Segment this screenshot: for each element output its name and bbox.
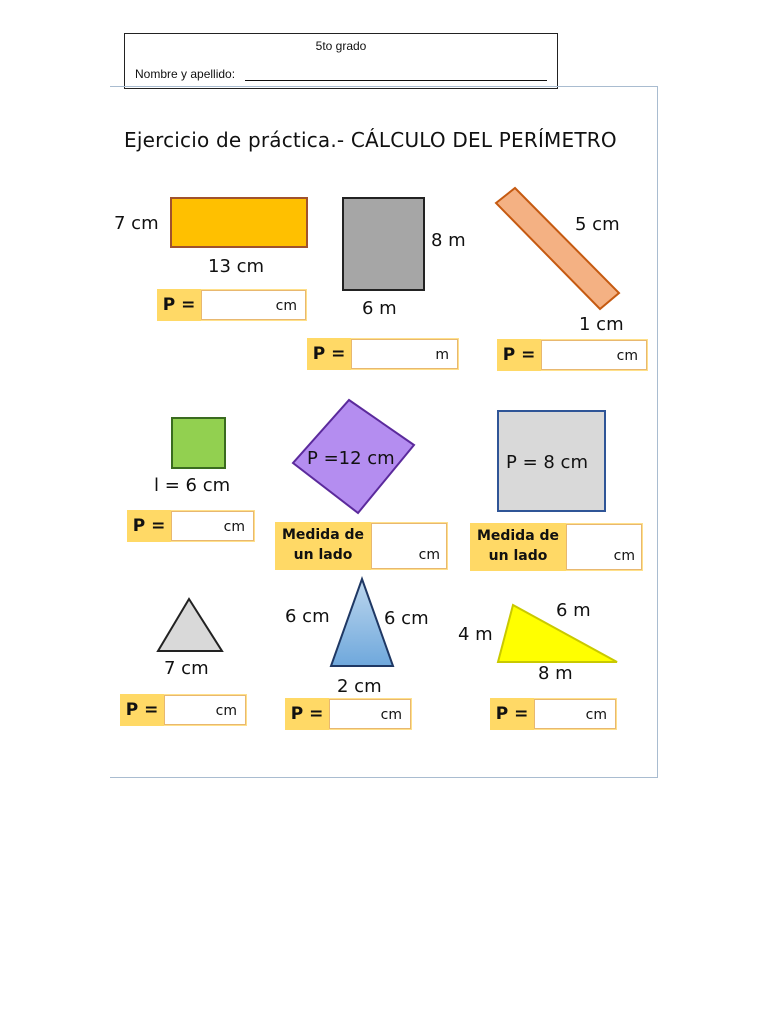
answer-label: P =	[490, 698, 534, 730]
rect1-height-label: 7 cm	[114, 213, 159, 234]
answer-label: P =	[127, 510, 171, 542]
rect1-width-label: 13 cm	[208, 256, 265, 277]
answer-input-1[interactable]	[201, 290, 306, 320]
green-square	[171, 417, 226, 469]
answer-input-7[interactable]	[164, 695, 246, 725]
gray-rectangle	[342, 197, 425, 291]
name-line	[245, 80, 547, 81]
answer-label: P =	[285, 698, 329, 730]
yellow-triangle-base-label: 8 m	[538, 663, 573, 684]
name-label: Nombre y apellido:	[135, 67, 236, 81]
measure-unit: cm	[418, 547, 440, 563]
answer-box-4	[127, 510, 255, 542]
orange-rectangle	[170, 197, 308, 248]
answer-unit: cm	[215, 703, 237, 719]
answer-input-9[interactable]	[534, 699, 616, 729]
rect3-width-label: 1 cm	[579, 314, 624, 335]
blue-triangle-right-label: 6 cm	[384, 608, 429, 629]
answer-input-3[interactable]	[541, 340, 647, 370]
student-header	[124, 33, 558, 89]
answer-box-7	[120, 694, 247, 726]
rect3-length-label: 5 cm	[575, 214, 620, 235]
answer-box-3	[497, 339, 648, 371]
gray-triangle-side-label: 7 cm	[164, 658, 209, 679]
blue-triangle-left-label: 6 cm	[285, 606, 330, 627]
side-measure-input-1[interactable]	[371, 523, 447, 569]
answer-unit: m	[435, 347, 449, 363]
rhombus-perimeter-label: P =12 cm	[307, 448, 395, 469]
square-side-label: l = 6 cm	[154, 475, 231, 496]
answer-unit: cm	[380, 707, 402, 723]
gray-square-perimeter-label: P = 8 cm	[506, 452, 588, 473]
side-measure-input-2[interactable]	[566, 524, 642, 570]
answer-label: P =	[307, 338, 351, 370]
answer-box-2	[307, 338, 459, 370]
grade-text: 5to grado	[315, 39, 367, 53]
tilted-rectangle	[490, 185, 630, 315]
measure-unit: cm	[613, 548, 635, 564]
answer-label: P =	[157, 289, 201, 321]
gray-triangle	[155, 596, 225, 654]
side-measure-label: Medida de un lado	[275, 522, 371, 570]
yellow-triangle-hyp-label: 6 m	[556, 600, 591, 621]
side-measure-box-2	[470, 523, 643, 571]
answer-unit: cm	[275, 298, 297, 314]
page-title: Ejercicio de práctica.- CÁLCULO DEL PERÍMETRO	[124, 128, 617, 152]
answer-unit: cm	[616, 348, 638, 364]
answer-box-1	[157, 289, 307, 321]
answer-input-2[interactable]	[351, 339, 458, 369]
answer-box-9	[490, 698, 617, 730]
answer-input-4[interactable]	[171, 511, 254, 541]
answer-unit: cm	[585, 707, 607, 723]
side-measure-box-1	[275, 522, 448, 570]
answer-input-8[interactable]	[329, 699, 411, 729]
answer-unit: cm	[223, 519, 245, 535]
answer-label: P =	[120, 694, 164, 726]
rect2-height-label: 8 m	[431, 230, 466, 251]
answer-box-8	[285, 698, 412, 730]
answer-label: P =	[497, 339, 541, 371]
side-measure-label: Medida de un lado	[470, 523, 566, 571]
rect2-width-label: 6 m	[362, 298, 397, 319]
yellow-triangle-height-label: 4 m	[458, 624, 493, 645]
blue-triangle-base-label: 2 cm	[337, 676, 382, 697]
